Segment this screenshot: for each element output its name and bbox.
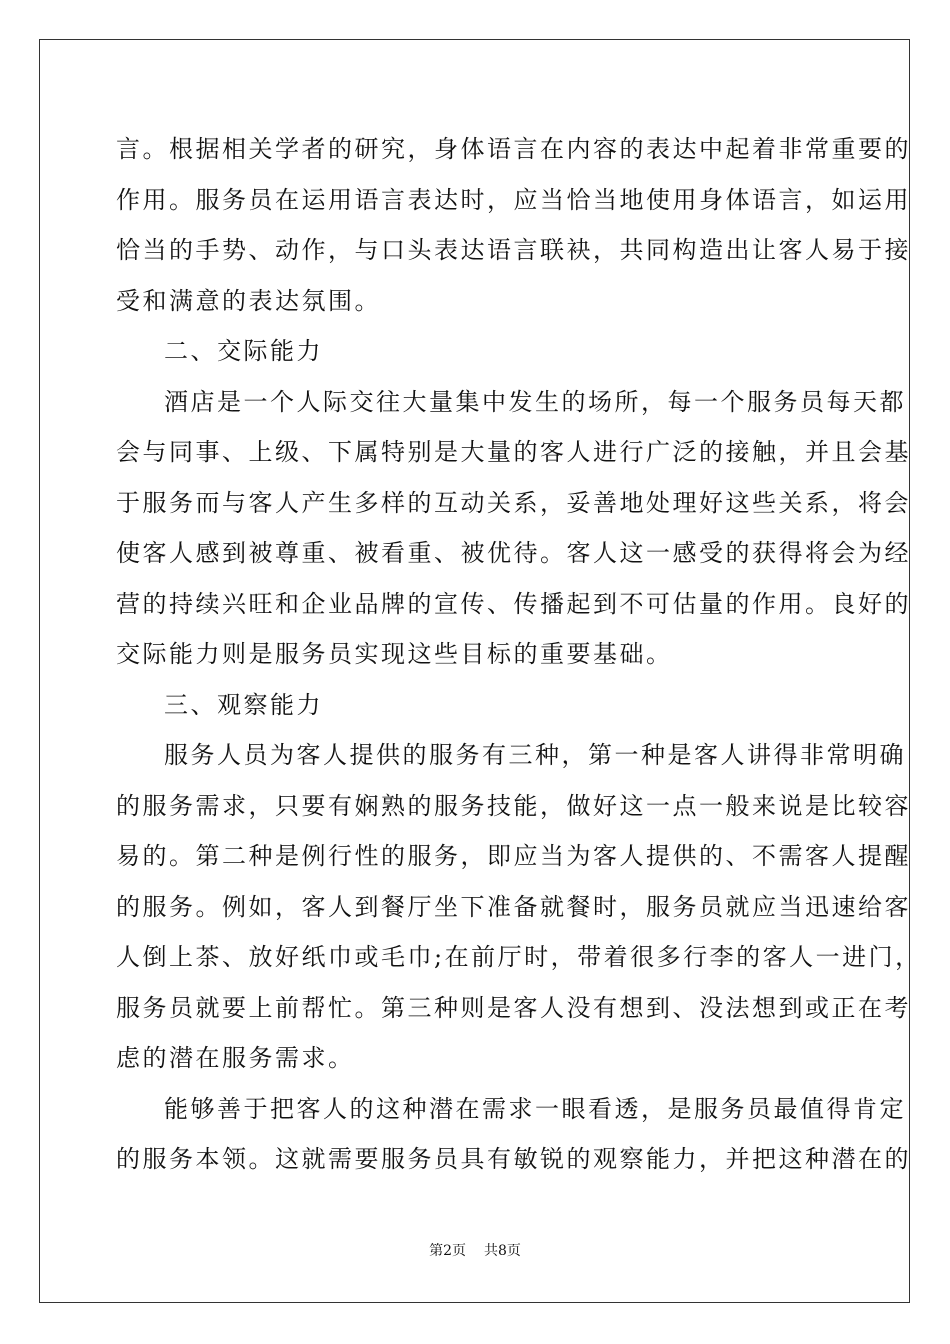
text-line: 酒店是一个人际交往大量集中发生的场所，每一个服务员每天都 — [164, 387, 906, 416]
text-line: 于服务而与客人产生多样的互动关系，妥善地处理好这些关系，将会 — [116, 488, 911, 517]
document-body — [116, 124, 922, 1185]
text-line: 会与同事、上级、下属特别是大量的客人进行广泛的接触，并且会基 — [116, 438, 911, 466]
text-line: 的服务本领。这就需要服务员具有敏锐的观察能力，并把这种潜在的 — [116, 1145, 911, 1173]
text-line: 言。根据相关学者的研究，身体语言在内容的表达中起着非常重要的 — [116, 135, 911, 163]
text-line: 人倒上茶、放好纸巾或毛巾;在前厅时，带着很多行李的客人一进门， — [116, 943, 922, 971]
page-footer — [0, 1240, 950, 1260]
text-line: 使客人感到被尊重、被看重、被优待。客人这一感受的获得将会为经 — [116, 539, 911, 567]
text-line: 的服务。例如，客人到餐厅坐下准备就餐时，服务员就应当迅速给客 — [116, 892, 911, 921]
page-number: 第2页 — [429, 1243, 466, 1259]
text-line: 虑的潜在服务需求。 — [116, 1044, 355, 1072]
text-line: 易的。第二种是例行性的服务，即应当为客人提供的、不需客人提醒 — [116, 842, 911, 870]
text-line: 交际能力则是服务员实现这些目标的重要基础。 — [116, 640, 673, 668]
text-line: 的服务需求，只要有娴熟的服务技能，做好这一点一般来说是比较容 — [116, 791, 911, 820]
text-line: 服务员就要上前帮忙。第三种则是客人没有想到、没法想到或正在考 — [116, 993, 911, 1022]
text-line: 营的持续兴旺和企业品牌的宣传、传播起到不可估量的作用。良好的 — [116, 589, 911, 618]
text-line: 恰当的手势、动作，与口头表达语言联袂，共同构造出让客人易于接 — [116, 236, 911, 264]
text-line: 服务人员为客人提供的服务有三种，第一种是客人讲得非常明确 — [164, 741, 906, 769]
text-line: 三、观察能力 — [164, 690, 323, 719]
text-line: 二、交际能力 — [164, 337, 323, 365]
text-line: 能够善于把客人的这种潜在需求一眼看透，是服务员最值得肯定 — [164, 1094, 906, 1123]
text-line: 作用。服务员在运用语言表达时，应当恰当地使用身体语言，如运用 — [116, 185, 911, 214]
text-line: 受和满意的表达氛围。 — [116, 286, 381, 315]
page-total: 共8页 — [484, 1243, 521, 1259]
